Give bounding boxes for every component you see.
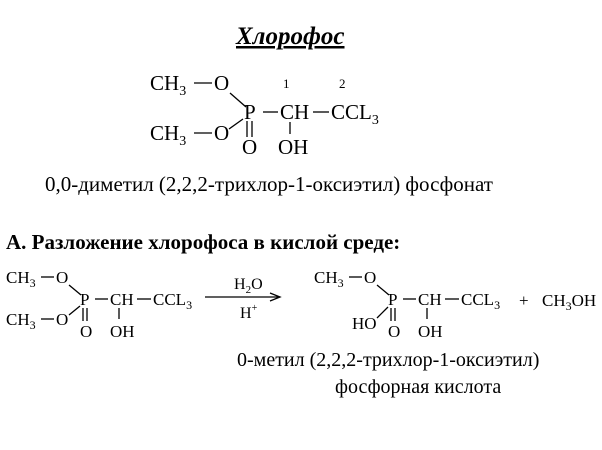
reactant-hydroxyl: OH bbox=[110, 322, 135, 341]
locant-1: 1 bbox=[283, 76, 290, 91]
reactant-ccl3: $CCL_3$ bbox=[153, 290, 193, 312]
product-oxygen-upper: O bbox=[364, 268, 377, 287]
chlorophos-structure bbox=[150, 71, 379, 159]
ch-group: CH bbox=[280, 100, 310, 124]
product-methyl: $CH_3$ bbox=[314, 268, 344, 290]
reactant-oxygen-lower: O bbox=[56, 310, 69, 329]
bond-o-p-lower bbox=[229, 119, 243, 129]
product-phosphorus: P bbox=[388, 290, 398, 309]
methanol: $CH_3OH$ bbox=[542, 291, 597, 313]
locant-2: 2 bbox=[339, 76, 346, 91]
product-hydroxyl: OH bbox=[418, 322, 443, 341]
hydroxyl: OH bbox=[278, 135, 309, 159]
product-structure bbox=[314, 268, 596, 341]
arrow-reagent-water: $H_2O$ bbox=[234, 276, 263, 296]
oxygen-upper: O bbox=[214, 71, 230, 95]
product-name-line2: фосфорная кислота bbox=[335, 376, 502, 398]
oxygen-lower: O bbox=[214, 121, 230, 145]
product-ch: CH bbox=[418, 290, 442, 309]
reactant-methyl-upper: $CH_3$ bbox=[6, 268, 36, 290]
oxygen-double: O bbox=[242, 135, 258, 159]
chlorophos-name: 0,0-диметил (2,2,2-трихлор-1-оксиэтил) фосфонат bbox=[45, 172, 493, 196]
reactant-phosphorus: P bbox=[80, 290, 90, 309]
reactant-bond-o-p-lower bbox=[69, 306, 80, 315]
reactant-oxygen-double: O bbox=[80, 322, 93, 341]
product-bond-ho-p bbox=[377, 307, 388, 318]
plus-sign: + bbox=[519, 291, 529, 310]
reactant-oxygen-upper: O bbox=[56, 268, 69, 287]
product-name-line1: 0-метил (2,2,2-трихлор-1-оксиэтил) bbox=[237, 349, 540, 371]
arrow-catalyst-proton: H+ bbox=[240, 303, 258, 322]
methyl-upper: $CH_3$ bbox=[150, 71, 187, 99]
phosphorus: P bbox=[244, 100, 256, 124]
page-title: Хлорофос bbox=[236, 23, 345, 50]
reactant-methyl-lower: $CH_3$ bbox=[6, 310, 36, 332]
product-oxygen-double: O bbox=[388, 322, 401, 341]
reaction-arrow bbox=[205, 276, 280, 322]
reactant-ch: CH bbox=[110, 290, 134, 309]
methyl-lower: $CH_3$ bbox=[150, 121, 187, 149]
reactant-structure bbox=[6, 268, 192, 341]
product-ccl3: $CCL_3$ bbox=[461, 290, 501, 312]
section-heading: А. Разложение хлорофоса в кислой среде: bbox=[6, 230, 401, 254]
ccl3-group: $CCL_3$ bbox=[331, 100, 379, 128]
product-hydroxy-p: HO bbox=[352, 314, 377, 333]
